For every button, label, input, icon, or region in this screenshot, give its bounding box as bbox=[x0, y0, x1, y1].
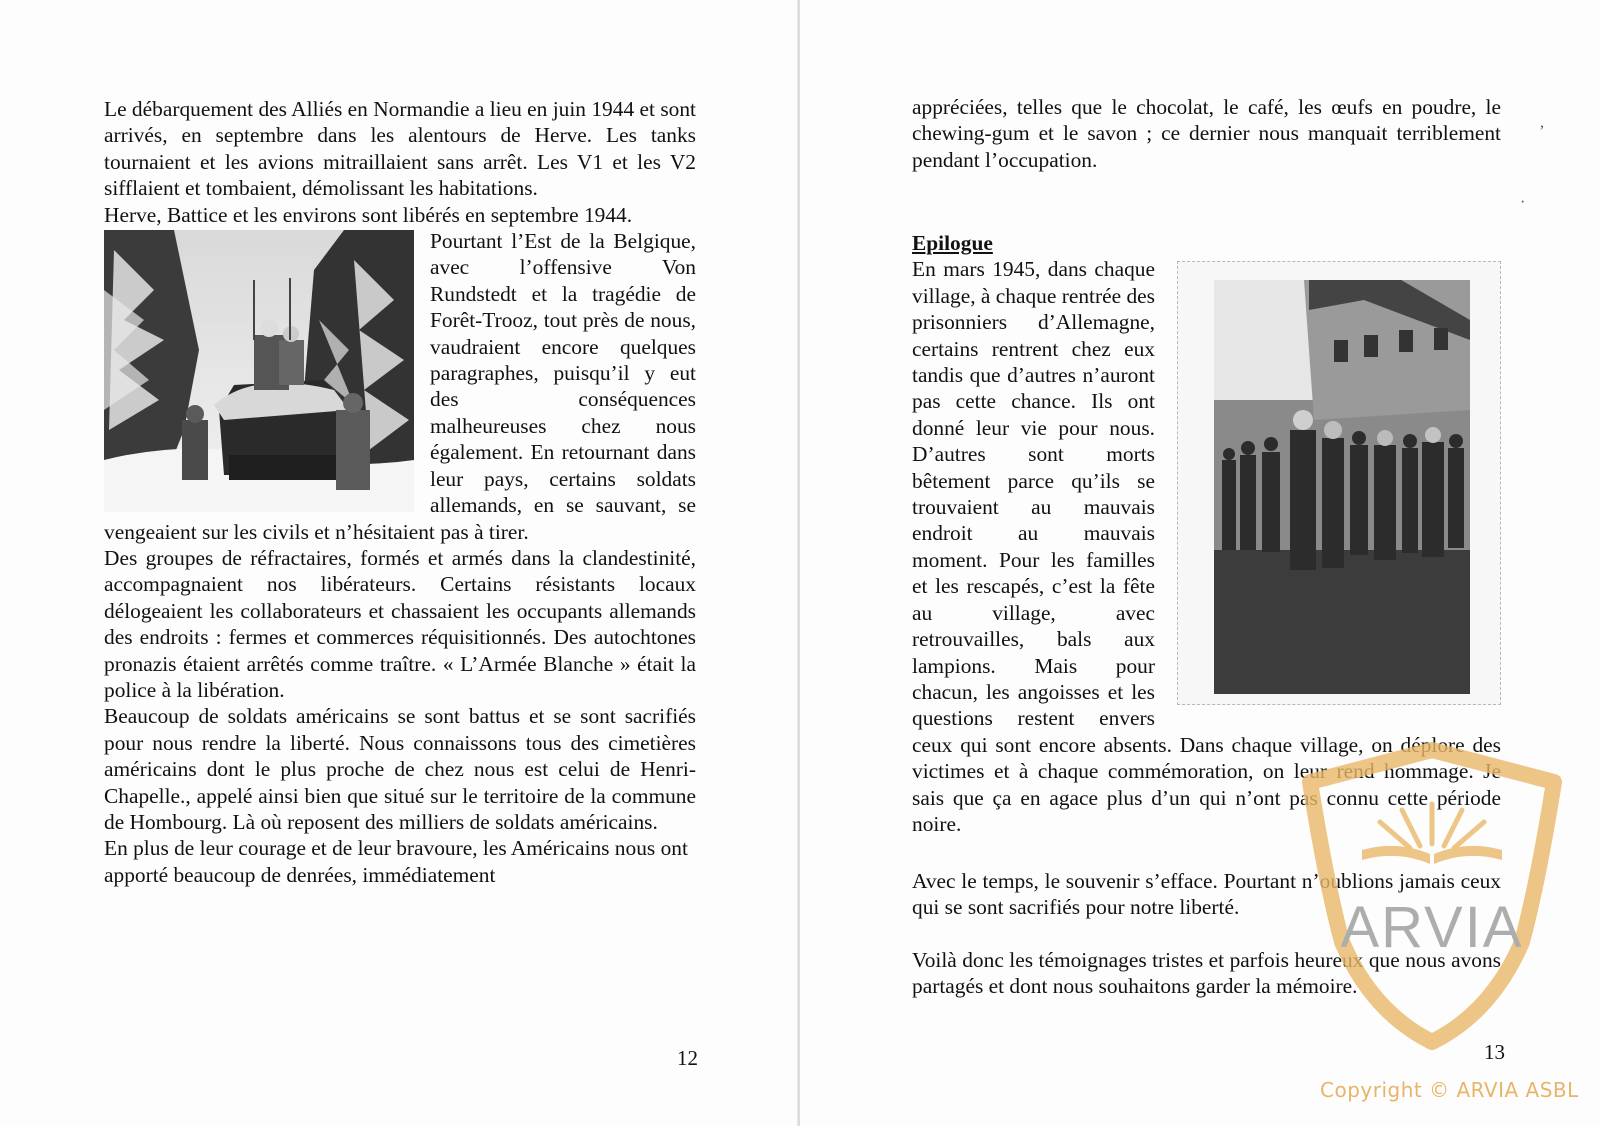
paragraph: Beaucoup de soldats américains se sont battus et se sont sacrifiés pour nous rendre la liberté. Nous connaissons tous des cimetières américains dont le plus proche de chez nous est celui de Henri-Chapelle., appelé ainsi bien que situé sur le territoire de la commune de Hombourg. Là où reposent des milliers de soldats américains. bbox=[104, 704, 696, 834]
left-page-text bbox=[104, 96, 696, 888]
paragraph: Le débarquement des Alliés en Normandie a lieu en juin 1944 et sont arrivés, en septembre dans les alentours de Herve. Les tanks tournaient et les avions mitraillaient sans arrêt. Les V1 et les V2 sifflaient et tombaient, démolissant les habitations. bbox=[104, 97, 696, 201]
paragraph: appréciées, telles que le chocolat, le café, les œufs en poudre, le chewing-gum et le savon ; ce dernier nous manquait terriblement pendant l’occupation. bbox=[912, 95, 1501, 172]
paragraph-wrapping-photo: Pourtant l’Est de la Belgique, avec l’offensive Von Rundstedt et la tragédie de Forêt-Trooz, tout près de nous, vaudraient encore quelques paragraphes, puisqu’il y eut des conséquences malheureuses chez nous également. En retournant dans leur pays, certains soldats allemands, en se sauvant, se vengeaient sur les civils et n’hésitaient pas à tirer. bbox=[104, 229, 696, 544]
page-number-left: 12 bbox=[677, 1046, 698, 1070]
arvia-watermark-logo bbox=[1292, 742, 1572, 1062]
paragraph: Avec le temps, le souvenir s’efface. Pourtant n’oublions jamais ceux qui se sont sacrifiés pour notre liberté. bbox=[912, 869, 1501, 920]
winter-tank-image bbox=[104, 230, 414, 512]
copyright-notice: Copyright © ARVIA ASBL bbox=[1320, 1078, 1579, 1102]
winter-tank-photo bbox=[104, 230, 414, 512]
scan-speck: , bbox=[1540, 114, 1544, 131]
epilogue-paragraph: En mars 1945, dans chaque village, à chaque rentrée des prisonniers d’Allemagne, certains rentrent chez eux tandis que d’autres n’auront pas cette chance. Ils ont donné leur vie pour nous. D’autres sont morts bêtement parce qu’ils se trouvaient au mauvais endroit au mauvais moment. Pour les familles et les rescapés, c’est la fête au village, avec retrouvailles, bals aux lampions. Mais pour chacun, les angoisses et les questions restent envers ceux qui sont encore absents. Dans chaque village, on déplore des victimes et à chaque commémoration, on leur rend hommage. Je sais que ça en agace plus d’un qui n’ont pas connu cette période noire. bbox=[912, 257, 1501, 836]
soldiers-photo-frame bbox=[1177, 261, 1501, 705]
page-number-right: 13 bbox=[1484, 1040, 1505, 1064]
shield-icon bbox=[1292, 742, 1572, 1062]
soldiers-lined-up-image bbox=[1214, 280, 1470, 694]
scan-speck: · bbox=[1520, 194, 1526, 211]
paragraph: Herve, Battice et les environs sont libérés en septembre 1944. bbox=[104, 202, 633, 227]
right-page-text-top bbox=[912, 94, 1501, 173]
paragraph: Des groupes de réfractaires, formés et armés dans la clandestinité, accompagnaient nos libérateurs. Certains résistants locaux délogeaient les collaborateurs et chassaient les occupants allemands des endroits : fermes et commerces réquisitionnés. Des autochtones pronazis étaient arrêtés comme traître. « L’Armée Blanche » était la police à la libération. bbox=[104, 545, 696, 702]
epilogue-heading: Epilogue bbox=[912, 231, 993, 255]
paragraph: En plus de leur courage et de leur bravoure, les Américains nous ont apporté beaucoup de denrées, immédiatement bbox=[104, 836, 688, 887]
paragraph: Voilà donc les témoignages tristes et parfois heureux que nous avons partagés et dont nous souhaitons garder la mémoire. bbox=[912, 947, 1501, 999]
watermark-text: ARVIA bbox=[1340, 895, 1524, 960]
